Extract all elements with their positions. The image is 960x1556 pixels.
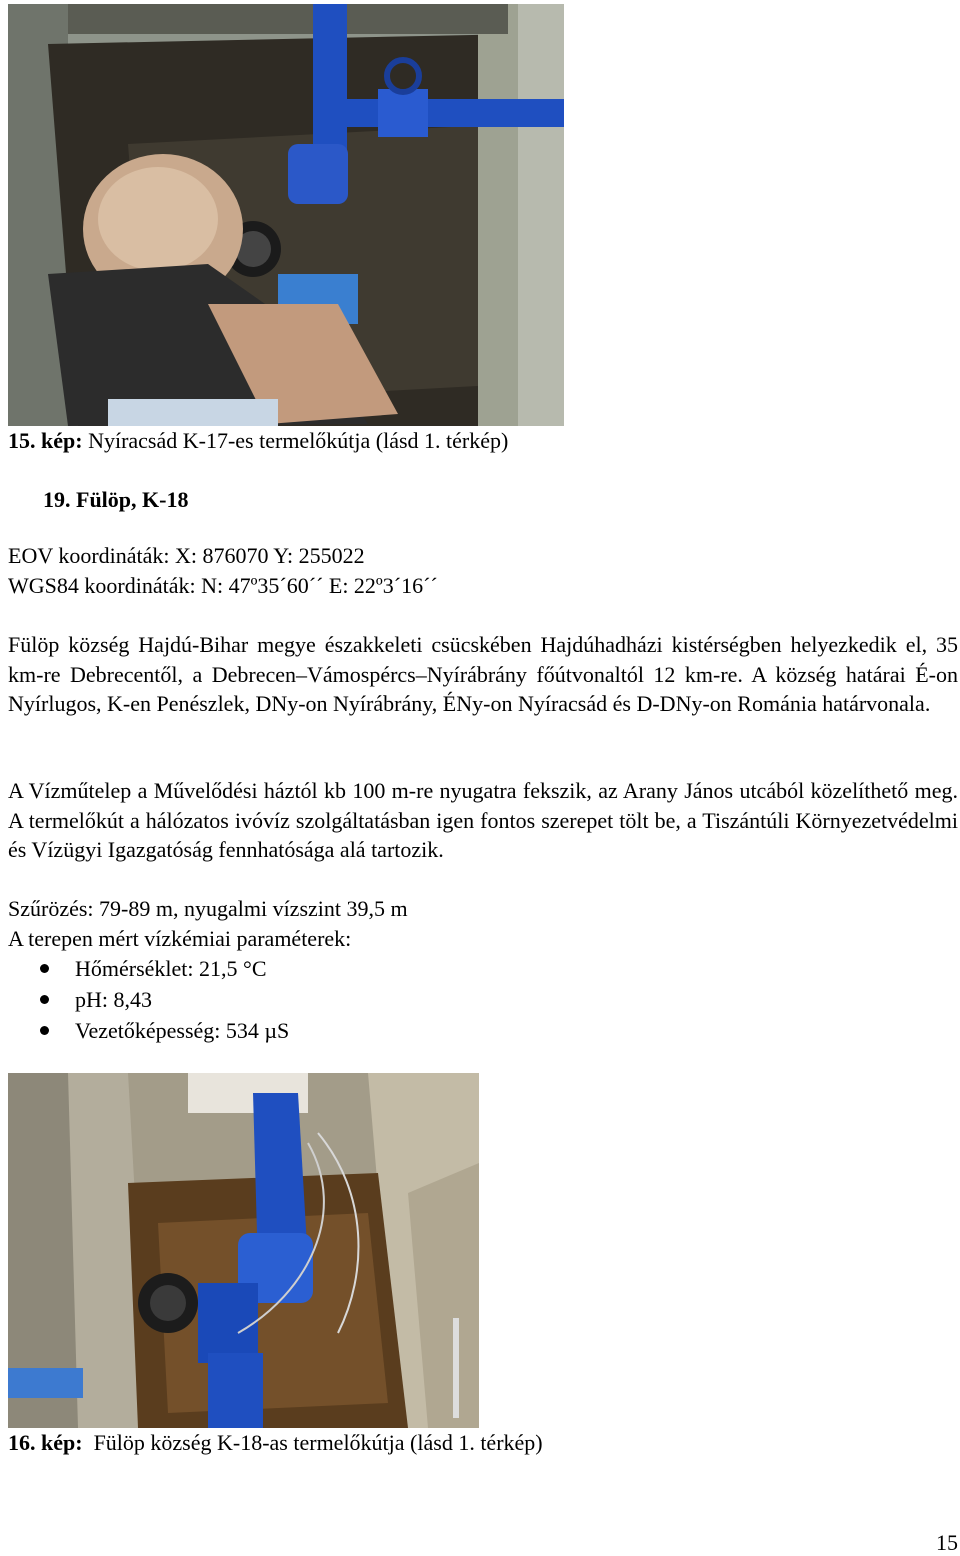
photo1-caption-label: 15. kép:	[8, 428, 83, 453]
param-conductivity	[0, 1015, 289, 1046]
page-number: 15	[936, 1530, 958, 1555]
params-list	[0, 953, 289, 1046]
bullet-icon	[40, 964, 49, 973]
wgs84-coordinates: WGS84 koordináták: N: 47º35´60´´ E: 22º3´16´´	[8, 573, 438, 598]
section-heading: 19. Fülöp, K-18	[43, 487, 189, 512]
photo-well-k17	[8, 4, 564, 426]
photo1-caption	[8, 428, 508, 454]
photo1-caption-text: Nyíracsád K-17-es termelőkútja (lásd 1. térkép)	[82, 428, 509, 453]
photo2-caption-text: Fülöp község K-18-as termelőkútja (lásd 1. térkép)	[82, 1430, 543, 1455]
param-temperature	[0, 953, 289, 984]
paragraph-waterworks: A Vízműtelep a Művelődési háztól kb 100 m-re nyugatra fekszik, az Arany János utcából közelíthető meg. A termelőkút a hálózatos ivóvíz szolgáltatásban igen fontos szerepet tölt be, a Tiszántúli Környezetvédelmi és Vízügyi Igazgatóság fennhatósága alá tartozik.	[8, 778, 958, 862]
bullet-icon	[40, 995, 49, 1004]
param-ph-text: pH: 8,43	[75, 987, 152, 1012]
photo2-caption	[8, 1430, 543, 1456]
param-temperature-text: Hőmérséklet: 21,5 °C	[75, 956, 267, 981]
param-conductivity-text: Vezetőképesség: 534 µS	[75, 1018, 290, 1043]
bullet-icon	[40, 1026, 49, 1035]
photo-well-k18	[8, 1073, 479, 1428]
paragraph-location: Fülöp község Hajdú-Bihar megye északkeleti csücskében Hajdúhadházi kistérségben helyezkedik el, 35 km-re Debrecentől, a Debrecen–Vámospércs–Nyírábrány főútvonaltól 12 km-re. A község határai É-on Nyírlugos, K-en Penészlek, DNy-on Nyírábrány, ÉNy-on Nyíracsád és D-DNy-on Románia határvonala.	[8, 632, 958, 716]
params-intro: A terepen mért vízkémiai paraméterek:	[8, 926, 352, 951]
filter-depth: Szűrözés: 79-89 m, nyugalmi vízszint 39,5 m	[8, 896, 408, 921]
photo2-caption-label: 16. kép:	[8, 1430, 83, 1455]
param-ph	[0, 984, 289, 1015]
eov-coordinates: EOV koordináták: X: 876070 Y: 255022	[8, 543, 365, 568]
